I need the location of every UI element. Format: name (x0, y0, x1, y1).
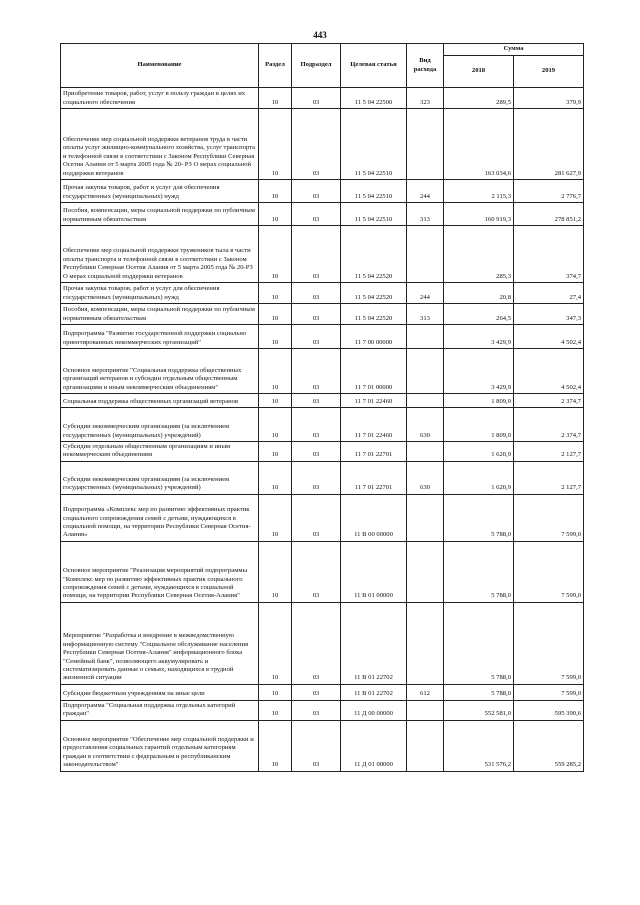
budget-table (60, 43, 584, 772)
table-row (61, 180, 584, 203)
row-name: Основное мероприятие "Социальная поддержка общественных организаций ветеранов и субсидии отдельным общественным организациям и иным некоммерческим объединениям" (61, 349, 259, 394)
row-amount-2019: 595 390,6 (514, 700, 584, 720)
row-target-article: 11 В 00 00000 (341, 494, 407, 541)
row-section: 10 (259, 88, 292, 109)
row-name: Мероприятие "Разработка и внедрение в межведомственную информационную систему "Социальное обслуживание населения Республики Северная Осетия-Алания" информационного блока "Семейный банк", позволяющего аккумулировать и систематизировать данные о семьях, находящихся в трудной жизненной ситуации (61, 602, 259, 684)
row-amount-2019: 7 599,0 (514, 684, 584, 700)
row-section: 10 (259, 494, 292, 541)
row-section: 10 (259, 304, 292, 325)
row-amount-2019: 2 127,7 (514, 461, 584, 494)
row-amount-2018: 289,5 (444, 88, 514, 109)
row-target-article: 11 5 04 22520 (341, 304, 407, 325)
table-row (61, 394, 584, 408)
row-section: 10 (259, 203, 292, 226)
row-amount-2019: 2 374,7 (514, 394, 584, 408)
row-subsection: 03 (292, 700, 341, 720)
row-amount-2019: 2 776,7 (514, 180, 584, 203)
row-section: 10 (259, 394, 292, 408)
header-target-article: Целевая статья (341, 44, 407, 88)
row-section: 10 (259, 325, 292, 349)
table-row (61, 349, 584, 394)
row-amount-2019: 4 502,4 (514, 349, 584, 394)
row-name: Основное мероприятие "Обеспечение мер социальной поддержки и предоставления социальных гарантий отдельным категориям граждан в соответствии с федеральным и республиканским законодательством" (61, 720, 259, 771)
row-expense-type: 323 (407, 88, 444, 109)
row-target-article: 11 5 04 22510 (341, 109, 407, 180)
row-subsection: 03 (292, 408, 341, 442)
row-amount-2018: 2 115,3 (444, 180, 514, 203)
row-amount-2018: 531 576,2 (444, 720, 514, 771)
table-body (61, 88, 584, 772)
row-name: Прочая закупка товаров, работ и услуг для обеспечения государственных (муниципальных) нужд (61, 180, 259, 203)
row-expense-type: 630 (407, 461, 444, 494)
row-section: 10 (259, 541, 292, 602)
row-amount-2019: 347,3 (514, 304, 584, 325)
table-row (61, 325, 584, 349)
row-section: 10 (259, 720, 292, 771)
row-section: 10 (259, 602, 292, 684)
row-target-article: 11 7 01 22460 (341, 394, 407, 408)
row-amount-2018: 1 809,0 (444, 394, 514, 408)
row-expense-type (407, 226, 444, 283)
row-expense-type (407, 494, 444, 541)
table-row (61, 408, 584, 442)
row-amount-2018: 1 620,9 (444, 461, 514, 494)
table-row (61, 283, 584, 304)
row-section: 10 (259, 408, 292, 442)
header-name: Наименование (61, 44, 259, 88)
row-subsection: 03 (292, 283, 341, 304)
row-amount-2018: 264,5 (444, 304, 514, 325)
row-amount-2018: 5 788,0 (444, 684, 514, 700)
row-name: Социальная поддержка общественных организаций ветеранов (61, 394, 259, 408)
row-target-article: 11 7 01 22460 (341, 408, 407, 442)
table-row (61, 88, 584, 109)
header-section: Раздел (259, 44, 292, 88)
row-section: 10 (259, 109, 292, 180)
row-amount-2018: 163 034,6 (444, 109, 514, 180)
row-subsection: 03 (292, 304, 341, 325)
header-year-2018: 2018 (444, 56, 514, 88)
row-amount-2018: 5 788,0 (444, 541, 514, 602)
row-name: Обеспечение мер социальной поддержки ветеранов труда в части оплаты услуг жилищно-коммунального хозяйства, услуг транспорта и телефонной связи в соответствии с Законом Республики Северная Осетия Алания от 5 марта 2005 года № 20- РЗ О мерах социальной поддержки ветеранов (61, 109, 259, 180)
table-row (61, 442, 584, 462)
row-expense-type (407, 541, 444, 602)
table-row (61, 226, 584, 283)
row-amount-2019: 2 374,7 (514, 408, 584, 442)
row-name: Пособия, компенсации, меры социальной поддержки по публичным нормативным обязательствам (61, 304, 259, 325)
row-expense-type (407, 394, 444, 408)
row-expense-type: 630 (407, 408, 444, 442)
row-expense-type: 612 (407, 684, 444, 700)
row-amount-2018: 285,3 (444, 226, 514, 283)
header-subsection: Подраздел (292, 44, 341, 88)
row-section: 10 (259, 684, 292, 700)
row-target-article: 11 В 01 22702 (341, 684, 407, 700)
row-amount-2018: 552 581,0 (444, 700, 514, 720)
row-amount-2018: 3 429,9 (444, 349, 514, 394)
row-subsection: 03 (292, 180, 341, 203)
table-row (61, 720, 584, 771)
row-target-article: 11 7 01 22701 (341, 461, 407, 494)
row-name: Пособия, компенсации, меры социальной поддержки по публичным нормативным обязательствам (61, 203, 259, 226)
row-target-article: 11 5 04 22510 (341, 180, 407, 203)
page-number: 443 (313, 30, 327, 40)
row-expense-type: 313 (407, 203, 444, 226)
row-section: 10 (259, 700, 292, 720)
row-expense-type (407, 602, 444, 684)
header-sum: Сумма (444, 44, 584, 56)
row-target-article: 11 5 04 22500 (341, 88, 407, 109)
row-subsection: 03 (292, 684, 341, 700)
row-subsection: 03 (292, 394, 341, 408)
row-subsection: 03 (292, 541, 341, 602)
row-subsection: 03 (292, 325, 341, 349)
row-expense-type (407, 720, 444, 771)
row-name: Обеспечение мер социальной поддержки тружеников тыла в части оплаты транспорта и телефонной связи в соответствии с Законом Республики Северная Осетия Алания от 5 марта 2005 года № 20-РЗ О мерах социальной поддержки ветеранов (61, 226, 259, 283)
table-row (61, 700, 584, 720)
row-amount-2019: 379,9 (514, 88, 584, 109)
table-row (61, 494, 584, 541)
table-row (61, 109, 584, 180)
row-amount-2019: 27,4 (514, 283, 584, 304)
row-name: Прочая закупка товаров, работ и услуг для обеспечения государственных (муниципальных) нужд (61, 283, 259, 304)
row-subsection: 03 (292, 461, 341, 494)
table-row (61, 602, 584, 684)
row-target-article: 11 Д 00 00000 (341, 700, 407, 720)
table-row (61, 203, 584, 226)
row-section: 10 (259, 283, 292, 304)
row-amount-2019: 281 627,9 (514, 109, 584, 180)
row-expense-type (407, 349, 444, 394)
row-name: Подпрограмма "Развитие государственной поддержки социально ориентированных некоммерческих организаций" (61, 325, 259, 349)
row-expense-type: 244 (407, 180, 444, 203)
row-section: 10 (259, 461, 292, 494)
row-amount-2019: 7 599,0 (514, 602, 584, 684)
row-expense-type (407, 442, 444, 462)
row-section: 10 (259, 226, 292, 283)
row-name: Подпрограмма "Социальная поддержка отдельных категорий граждан" (61, 700, 259, 720)
table-row (61, 461, 584, 494)
row-amount-2018: 20,8 (444, 283, 514, 304)
row-subsection: 03 (292, 109, 341, 180)
row-amount-2018: 3 429,9 (444, 325, 514, 349)
row-amount-2018: 1 620,9 (444, 442, 514, 462)
table-row (61, 304, 584, 325)
row-subsection: 03 (292, 442, 341, 462)
row-target-article: 11 7 00 00000 (341, 325, 407, 349)
row-expense-type: 313 (407, 304, 444, 325)
row-subsection: 03 (292, 602, 341, 684)
row-amount-2019: 7 599,0 (514, 494, 584, 541)
row-target-article: 11 В 01 22702 (341, 602, 407, 684)
row-amount-2018: 5 788,0 (444, 494, 514, 541)
row-section: 10 (259, 180, 292, 203)
row-subsection: 03 (292, 226, 341, 283)
table-header (61, 44, 584, 88)
row-amount-2019: 278 851,2 (514, 203, 584, 226)
row-name: Субсидии некоммерческим организациям (за исключением государственных (муниципальных) учреждений) (61, 461, 259, 494)
row-amount-2018: 1 809,0 (444, 408, 514, 442)
row-name: Субсидии некоммерческим организациям (за исключением государственных (муниципальных) учреждений) (61, 408, 259, 442)
row-amount-2018: 160 919,3 (444, 203, 514, 226)
row-name: Субсидии отдельным общественным организациям и иным некоммерческим объединениям (61, 442, 259, 462)
header-expense-type: Вид расхода (407, 44, 444, 88)
row-amount-2018: 5 788,0 (444, 602, 514, 684)
header-year-2019: 2019 (514, 56, 584, 88)
row-name: Приобретение товаров, работ, услуг в пользу граждан в целях их социального обеспечения (61, 88, 259, 109)
row-amount-2019: 2 127,7 (514, 442, 584, 462)
row-expense-type (407, 700, 444, 720)
row-target-article: 11 5 04 22520 (341, 226, 407, 283)
row-expense-type (407, 325, 444, 349)
row-name: Подпрограмма «Комплекс мер по развитию эффективных практик социального сопровождения семей с детьми, нуждающихся в социальной помощи, на территории Республики Северная Осетия-Алания» (61, 494, 259, 541)
row-amount-2019: 4 502,4 (514, 325, 584, 349)
row-subsection: 03 (292, 203, 341, 226)
row-target-article: 11 Д 01 00000 (341, 720, 407, 771)
table-row (61, 684, 584, 700)
row-subsection: 03 (292, 349, 341, 394)
row-section: 10 (259, 442, 292, 462)
row-amount-2019: 7 599,0 (514, 541, 584, 602)
row-name: Основное мероприятие "Реализация мероприятий подпрограммы "Комплекс мер по развитию эффективных практик социального сопровождения семей с детьми, нуждающихся в социальной помощи, на территории Республики Северная Осетия-Алания" (61, 541, 259, 602)
row-target-article: 11 5 04 22510 (341, 203, 407, 226)
table-row (61, 541, 584, 602)
row-amount-2019: 559 285,2 (514, 720, 584, 771)
row-expense-type: 244 (407, 283, 444, 304)
row-subsection: 03 (292, 720, 341, 771)
row-target-article: 11 7 01 22701 (341, 442, 407, 462)
row-subsection: 03 (292, 88, 341, 109)
row-amount-2019: 374,7 (514, 226, 584, 283)
row-target-article: 11 7 01 00000 (341, 349, 407, 394)
row-target-article: 11 5 04 22520 (341, 283, 407, 304)
row-target-article: 11 В 01 00000 (341, 541, 407, 602)
row-expense-type (407, 109, 444, 180)
row-name: Субсидии бюджетным учреждениям на иные цели (61, 684, 259, 700)
row-section: 10 (259, 349, 292, 394)
row-subsection: 03 (292, 494, 341, 541)
